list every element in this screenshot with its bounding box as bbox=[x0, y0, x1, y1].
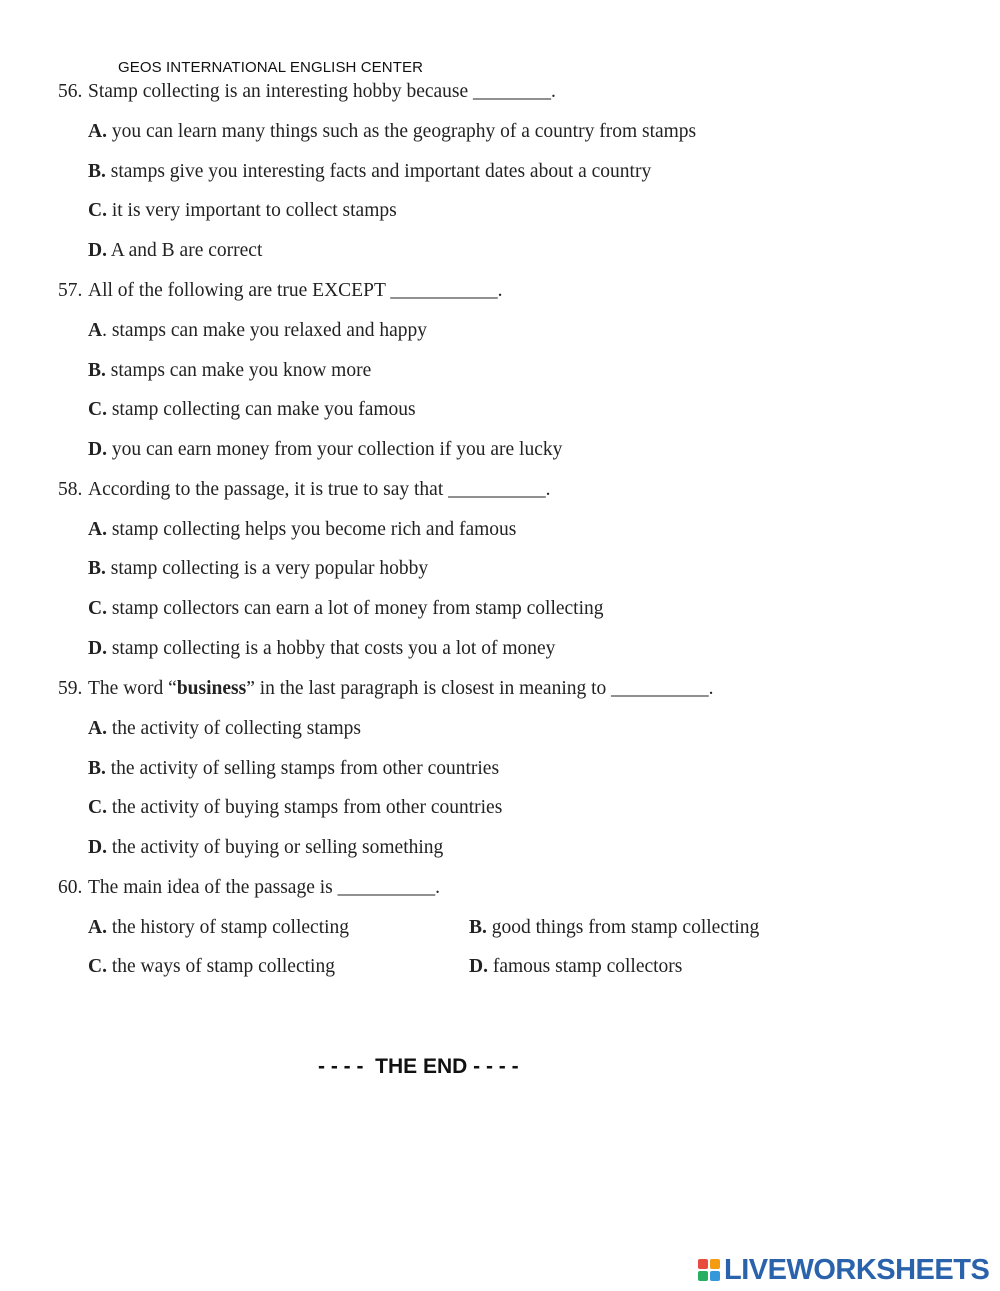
option-58-c[interactable] bbox=[88, 598, 604, 620]
option-57-a[interactable] bbox=[88, 320, 427, 342]
question-57 bbox=[58, 280, 503, 302]
option-60-d[interactable] bbox=[469, 956, 682, 978]
option-letter: D. bbox=[88, 837, 107, 858]
logo-block bbox=[698, 1271, 708, 1281]
question-stem: All of the following are true EXCEPT ___________. bbox=[88, 280, 503, 301]
option-text: stamps can make you know more bbox=[105, 360, 372, 381]
option-text: A and B are correct bbox=[106, 240, 263, 261]
question-keyword: business bbox=[176, 678, 247, 699]
option-text: stamp collecting is a hobby that costs you a lot of money bbox=[106, 638, 556, 659]
option-text: stamp collectors can earn a lot of money from stamp collecting bbox=[106, 598, 604, 619]
option-text: it is very important to collect stamps bbox=[106, 200, 397, 221]
the-end-marker: - - - - THE END - - - - bbox=[318, 1055, 519, 1078]
option-letter: A. bbox=[88, 121, 107, 142]
option-59-a[interactable] bbox=[88, 718, 361, 740]
question-number: 60. bbox=[58, 877, 83, 898]
option-text: you can learn many things such as the geography of a country from stamps bbox=[106, 121, 697, 142]
option-text: stamp collecting is a very popular hobby bbox=[105, 558, 429, 579]
option-56-c[interactable] bbox=[88, 200, 397, 222]
option-letter: D. bbox=[88, 439, 107, 460]
option-text: famous stamp collectors bbox=[487, 956, 683, 977]
question-stem-after: ” in the last paragraph is closest in meaning to __________. bbox=[246, 678, 714, 699]
question-number: 57. bbox=[58, 280, 83, 301]
option-letter: B. bbox=[469, 917, 487, 938]
logo-block bbox=[698, 1259, 708, 1269]
option-59-b[interactable] bbox=[88, 758, 499, 780]
logo-block bbox=[710, 1271, 720, 1281]
option-59-d[interactable] bbox=[88, 837, 443, 859]
logo-blocks-icon bbox=[698, 1259, 720, 1281]
option-letter: B. bbox=[88, 161, 106, 182]
option-text: stamp collecting helps you become rich and famous bbox=[106, 519, 517, 540]
option-letter: C. bbox=[88, 598, 107, 619]
question-60 bbox=[58, 877, 440, 899]
option-text: . stamps can make you relaxed and happy bbox=[102, 320, 427, 341]
option-letter: C. bbox=[88, 399, 107, 420]
option-60-b[interactable] bbox=[469, 917, 759, 939]
option-text: the activity of buying or selling something bbox=[106, 837, 444, 858]
question-stem: The main idea of the passage is __________. bbox=[88, 877, 440, 898]
option-letter: C. bbox=[88, 200, 107, 221]
question-56 bbox=[58, 81, 556, 103]
option-text: the activity of collecting stamps bbox=[106, 718, 361, 739]
option-letter: B. bbox=[88, 758, 106, 779]
question-stem: Stamp collecting is an interesting hobby because ________. bbox=[88, 81, 556, 102]
option-59-c[interactable] bbox=[88, 797, 502, 819]
option-letter: C. bbox=[88, 956, 107, 977]
option-letter: B. bbox=[88, 558, 106, 579]
question-stem-before: The word “ bbox=[88, 678, 177, 699]
option-letter: A. bbox=[88, 718, 107, 739]
question-stem: According to the passage, it is true to say that __________. bbox=[88, 479, 551, 500]
option-60-c[interactable] bbox=[88, 956, 335, 978]
question-number: 58. bbox=[58, 479, 83, 500]
option-text: the activity of buying stamps from other countries bbox=[106, 797, 503, 818]
option-58-b[interactable] bbox=[88, 558, 428, 580]
option-letter: A. bbox=[88, 917, 107, 938]
option-60-a[interactable] bbox=[88, 917, 349, 939]
option-56-d[interactable] bbox=[88, 240, 262, 262]
option-letter: A bbox=[88, 320, 103, 341]
question-58 bbox=[58, 479, 551, 501]
option-57-b[interactable] bbox=[88, 360, 371, 382]
logo-block bbox=[710, 1259, 720, 1269]
option-text: the activity of selling stamps from other countries bbox=[105, 758, 500, 779]
option-letter: D. bbox=[88, 638, 107, 659]
option-57-c[interactable] bbox=[88, 399, 416, 421]
logo-text: LIVEWORKSHEETS bbox=[724, 1253, 990, 1286]
option-text: the history of stamp collecting bbox=[106, 917, 350, 938]
option-text: stamp collecting can make you famous bbox=[106, 399, 416, 420]
question-number: 59. bbox=[58, 678, 83, 699]
liveworksheets-logo[interactable] bbox=[698, 1254, 989, 1286]
option-56-b[interactable] bbox=[88, 161, 651, 183]
option-56-a[interactable] bbox=[88, 121, 696, 143]
option-text: you can earn money from your collection if you are lucky bbox=[106, 439, 563, 460]
option-58-a[interactable] bbox=[88, 519, 516, 541]
option-letter: A. bbox=[88, 519, 107, 540]
option-letter: D. bbox=[469, 956, 488, 977]
option-57-d[interactable] bbox=[88, 439, 562, 461]
question-59 bbox=[58, 678, 714, 700]
option-58-d[interactable] bbox=[88, 638, 555, 660]
school-header: GEOS INTERNATIONAL ENGLISH CENTER bbox=[118, 59, 424, 76]
option-letter: B. bbox=[88, 360, 106, 381]
option-text: good things from stamp collecting bbox=[486, 917, 760, 938]
option-text: the ways of stamp collecting bbox=[106, 956, 335, 977]
option-letter: C. bbox=[88, 797, 107, 818]
option-letter: D. bbox=[88, 240, 107, 261]
question-number: 56. bbox=[58, 81, 83, 102]
option-text: stamps give you interesting facts and important dates about a country bbox=[105, 161, 652, 182]
